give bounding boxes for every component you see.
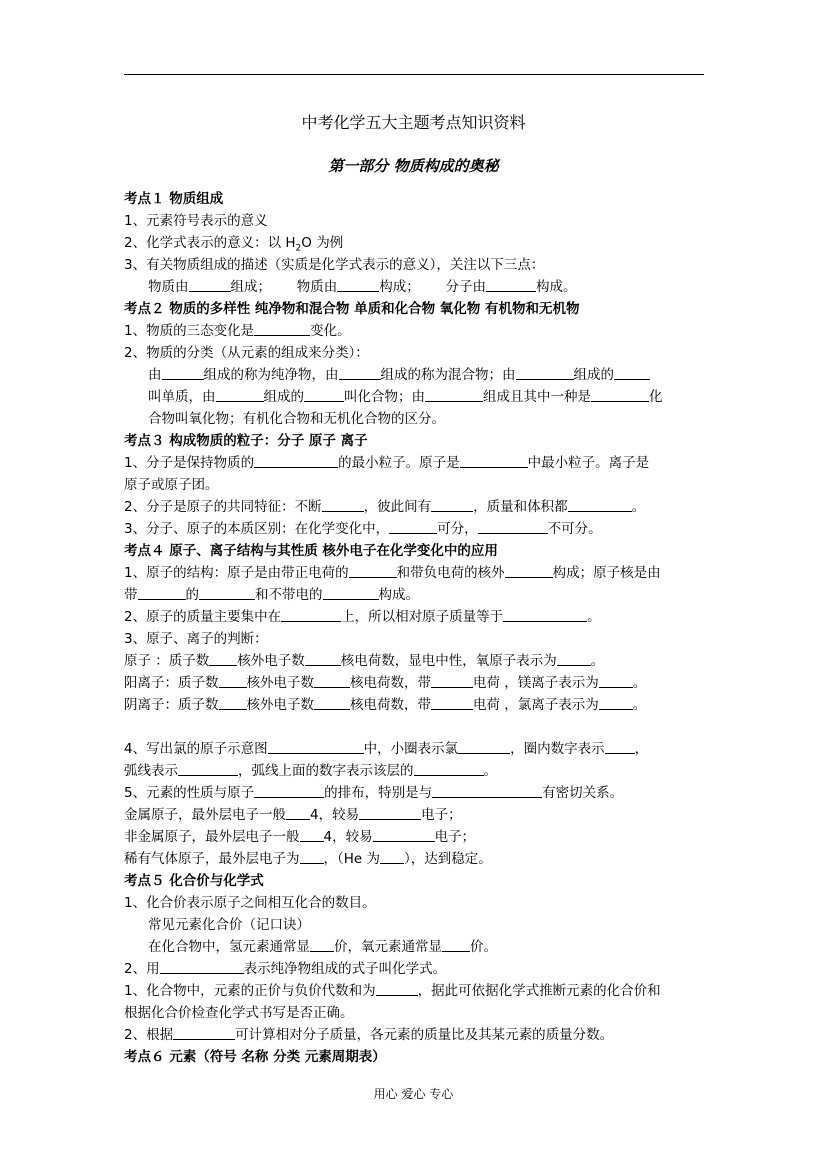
fill-in-line: 1、分子是保持物质的 的最小粒子。原子是 中最小粒子。离子是 — [124, 455, 650, 471]
section-heading-3: 考点３ 构成物质的粒子：分子 原子 离子 — [124, 433, 368, 449]
fill-in-line: 阴离子：质子数 核外电子数 核电荷数，带 电荷 ，氯离子表示为 。 — [124, 697, 647, 713]
fill-in-line: 带 的 和不带电的 构成。 — [124, 587, 419, 603]
text-line: 原子或原子团。 — [124, 477, 219, 493]
blank — [389, 519, 437, 534]
blank — [254, 783, 324, 798]
text-line: 3、原子、离子的判断： — [124, 631, 268, 647]
blank — [591, 387, 649, 402]
blank — [505, 563, 553, 578]
section-heading-6: 考点６ 元素（符号 名称 分类 元素周期表） — [124, 1049, 386, 1065]
blank — [442, 937, 470, 952]
fill-in-line: 3、分子、原子的本质区别：在化学变化中， 可分， 不可分。 — [124, 521, 602, 537]
fill-in-line: 阳离子：质子数 核外电子数 核电荷数，带 电荷 ，镁离子表示为 。 — [124, 675, 647, 691]
blank — [568, 497, 632, 512]
blank — [322, 497, 364, 512]
blank — [337, 277, 379, 292]
text-line: 合物叫氧化物；有机化合物和无机化合物的区分。 — [148, 411, 445, 427]
blank — [516, 365, 574, 380]
text-line: 常见元素化合价（记口诀） — [148, 917, 310, 933]
blank — [314, 673, 350, 688]
fill-in-line: 2、原子的质量主要集中在 上，所以相对原子质量等于 。 — [124, 609, 601, 625]
blank — [281, 607, 341, 622]
blank — [160, 959, 244, 974]
blank — [486, 277, 536, 292]
blank — [503, 607, 587, 622]
blank — [557, 651, 591, 666]
section-heading-5: 考点５ 化合价与化学式 — [124, 873, 264, 889]
blank — [478, 519, 548, 534]
section-heading-4: 考点４ 原子、离子结构与其性质 核外电子在化学变化中的应用 — [124, 543, 498, 559]
fill-in-line: 1、物质的三态变化是 变化。 — [124, 323, 351, 339]
blank — [614, 365, 650, 380]
fill-in-line: 2、根据 可计算相对分子质量，各元素的质量比及其某元素的质量分数。 — [124, 1027, 614, 1043]
header-rule — [124, 74, 704, 75]
blank — [373, 827, 435, 842]
text-line: 2、物质的分类（从元素的组成来分类）： — [124, 345, 369, 361]
blank — [219, 673, 247, 688]
section-heading-1: 考点１ 物质组成 — [124, 191, 224, 207]
fill-in-line: 1、原子的结构：原子是由带正电荷的 和带负电荷的核外 构成；原子核是由 — [124, 565, 661, 581]
blank — [219, 695, 247, 710]
fill-in-line: 稀有气体原子，最外层电子为 ，（He 为 ），达到稳定。 — [124, 851, 492, 867]
blank — [339, 365, 381, 380]
fill-in-line: 弧线表示 ，弧线上面的数字表示该层的 。 — [124, 763, 497, 779]
blank — [380, 849, 404, 864]
section-heading-2: 考点２ 物质的多样性 纯净物和混合物 单质和化合物 氧化物 有机物和无机物 — [124, 301, 580, 317]
blank — [138, 585, 186, 600]
blank — [173, 1025, 235, 1040]
blank — [300, 827, 324, 842]
blank — [305, 651, 341, 666]
blank — [349, 563, 397, 578]
blank — [310, 937, 334, 952]
blank — [199, 585, 255, 600]
blank — [431, 673, 473, 688]
text-line: 1、化合价表示原子之间相互化合的数目。 — [124, 895, 376, 911]
text-line: 3、有关物质组成的描述（实质是化学式表示的意义），关注以下三点： — [124, 257, 545, 273]
blank — [254, 321, 310, 336]
blank — [178, 761, 238, 776]
blank — [209, 651, 237, 666]
blank — [286, 805, 310, 820]
blank — [162, 365, 204, 380]
text-line: 1、元素符号表示的意义 — [124, 213, 268, 229]
blank — [458, 739, 510, 754]
fill-in-line: 4、写出氯的原子示意图 中，小圈表示氯 ，圈内数字表示 ， — [124, 741, 649, 757]
text-line: 2、化学式表示的意义：以 $H_2O$ 为例 — [124, 235, 344, 254]
blank — [216, 387, 264, 402]
blank — [304, 387, 344, 402]
blank — [189, 277, 231, 292]
blank — [254, 453, 338, 468]
blank — [599, 695, 633, 710]
blank — [599, 673, 633, 688]
blank — [268, 739, 364, 754]
blank — [314, 695, 350, 710]
blank — [431, 695, 473, 710]
blank — [460, 453, 528, 468]
fill-in-line: 非金属原子，最外层电子一般 4，较易 电子； — [124, 829, 476, 845]
fill-in-line: 由 组成的称为纯净物，由 组成的称为混合物；由 组成的 — [124, 364, 714, 386]
blank — [425, 387, 483, 402]
blank — [431, 497, 473, 512]
fill-in-line: 2、分子是原子的共同特征：不断 ，彼此间有 ，质量和体积都 。 — [124, 499, 646, 515]
fill-in-line: 物质由 组成； 物质由 构成； 分子由 构成。 — [148, 279, 577, 295]
fill-in-line: 在化合物中，氢元素通常显 价，氧元素通常显 价。 — [148, 939, 497, 955]
blank — [359, 805, 421, 820]
fill-in-line: 原子 ：质子数 核外电子数 核电荷数，显电中性，氧原子表示为 。 — [124, 653, 605, 669]
fill-in-line: 1、化合物中，元素的正价与负价代数和为 ，据此可依据化学式推断元素的化合价和 — [124, 983, 661, 999]
fill-in-line: 叫单质，由 组成的 叫化合物；由 组成且其中一种是 化 — [148, 389, 663, 405]
blank — [323, 585, 379, 600]
blank — [605, 739, 635, 754]
blank-line — [124, 716, 714, 738]
text-line: 根据化合价检查化学式书写是否正确。 — [124, 1005, 354, 1021]
document-body — [124, 188, 714, 1068]
page-footer: 用心 爱心 专心 — [373, 1087, 454, 1101]
blank — [300, 849, 324, 864]
fill-in-line: 2、用 表示纯净物组成的式子叫化学式。 — [124, 961, 447, 977]
document-title: 中考化学五大主题考点知识资料 — [301, 113, 526, 132]
fill-in-line: 5、元素的性质与原子 的排布，特别是与 有密切关系。 — [124, 785, 624, 801]
blank — [432, 783, 542, 798]
part-title: 第一部分 物质构成的奥秘 — [328, 157, 499, 175]
blank — [414, 761, 484, 776]
fill-in-line: 金属原子，最外层电子一般 4，较易 电子； — [124, 807, 462, 823]
blank — [376, 981, 418, 996]
